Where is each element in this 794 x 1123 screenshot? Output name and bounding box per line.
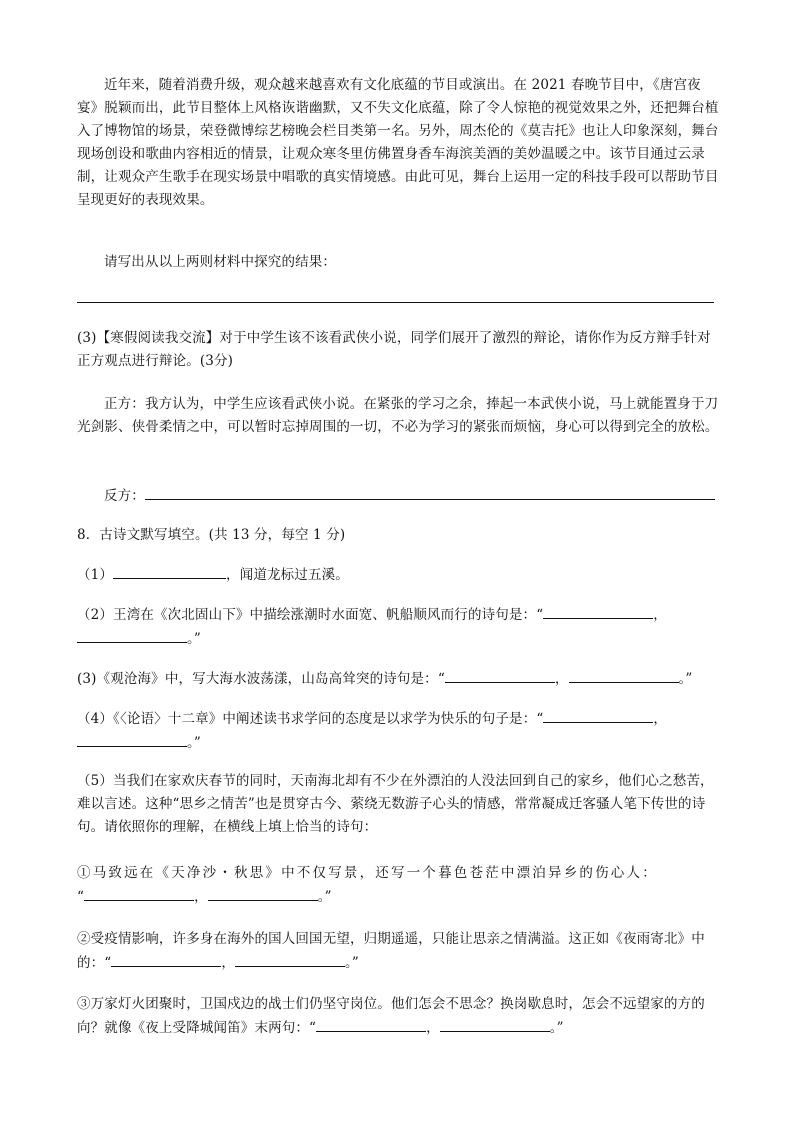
q8-heading: 8．古诗文默写填空。(共 13 分，每空 1 分) [77, 527, 346, 543]
q8-sub-2 [77, 928, 720, 975]
open-quote: “ [77, 889, 85, 905]
blank-5-1b[interactable] [208, 885, 318, 901]
comma: ， [221, 955, 236, 971]
q8-item-1 [77, 563, 720, 587]
close-quote: 。” [678, 671, 693, 687]
blank-1[interactable] [113, 563, 226, 579]
q8-sub-1 [77, 862, 720, 909]
item1-tail: ，闻道龙标过五溪。 [226, 567, 349, 583]
q8-sub-3 [77, 993, 720, 1040]
comma: ， [426, 1020, 440, 1036]
blank-2b[interactable] [77, 627, 187, 643]
comma: ， [653, 711, 668, 727]
sub2-text: ②受疫情影响，许多身在海外的国人回国无望，归期遥遥，只能让思亲之情满溢。这正如《夜雨寄北》中 [77, 931, 705, 947]
close-quote: 。” [187, 631, 201, 647]
close-quote: 。” [187, 735, 201, 751]
material-prompt: 请写出从以上两则材料中探究的结果： [104, 254, 337, 270]
comma: ， [653, 607, 667, 623]
answer-line-material[interactable] [77, 302, 714, 303]
q8-item-2 [77, 603, 720, 651]
comma: ， [554, 671, 569, 687]
material-paragraph: 近年来，随着消费升级，观众越来越喜欢有文化底蕴的节目或演出。在 2021 春晚节目中，《唐宫夜宴》脱颖而出，此节目整体上风格诙谐幽默，又不失文化底蕴，除了令人惊艳的视觉效果之外，还把舞台植入了博物馆的场景，荣登微博综艺榜晚会栏目类第一名。另外，周杰伦的《莫吉托》也让人印象深刻，舞台现场创设和歌曲内容相近的情景，让观众寒冬里仿佛置身香车海滨美酒的美妙温暖之中。该节目通过云录制，让观众产生歌手在现实场景中唱歌的真实情境感。由此可见，舞台上运用一定的科技手段可以帮助节目呈现更好的表现效果。 [77, 77, 719, 208]
q8-item-4 [77, 707, 720, 755]
close-quote: 。” [345, 955, 359, 971]
blank-4b[interactable] [77, 731, 187, 747]
comma: ， [194, 889, 208, 905]
blank-5-3b[interactable] [440, 1016, 550, 1032]
sub3-text: ③万家灯火团聚时，卫国戍边的战士们仍坚守岗位。他们怎会不思念？换岗歇息时，怎会不远望家的方的 [77, 996, 705, 1012]
blank-5-1a[interactable] [84, 885, 194, 901]
item4-text: （4）《〈论语〉十二章》中阐述读书求学问的态度是以求学为快乐的句子是：“ [77, 711, 544, 727]
sub3-lead: 向？就像《夜上受降城闻笛》末两句：“ [77, 1020, 317, 1036]
item1-num: （1） [77, 567, 114, 583]
q3-pro-argument: 正方：我方认为，中学生应该看武侠小说。在紧张的学习之余，捧起一本武侠小说，马上就能置身于刀光剑影、侠骨柔情之中，可以暂时忘掉周围的一切，不必为学习的紧张而烦恼，身心可以得到完全的放松。 [77, 396, 719, 435]
blank-2a[interactable] [543, 603, 653, 619]
blank-5-2a[interactable] [111, 951, 221, 967]
sub1-text: ①马致远在《天净沙・秋思》中不仅写景，还写一个暮色苍茫中漂泊异乡的伤心人： [77, 865, 658, 881]
answer-line-con[interactable] [145, 484, 715, 500]
blank-4a[interactable] [543, 707, 653, 723]
blank-3b[interactable] [569, 667, 679, 683]
close-quote: 。” [549, 1020, 564, 1036]
blank-3a[interactable] [445, 667, 555, 683]
item2-text: （2）王湾在《次北固山下》中描绘涨潮时水面宽、帆船顺风而行的诗句是：“ [77, 607, 544, 623]
blank-5-3a[interactable] [316, 1016, 426, 1032]
sub2-lead: 的：“ [77, 955, 112, 971]
q3-con-label: 反方： [104, 488, 145, 504]
item3-text: (3)《观沧海》中，写大海水波荡漾，山岛高耸突的诗句是：“ [77, 671, 445, 687]
q3-text: (3)【寒假阅读我交流】对于中学生该不该看武侠小说，同学们展开了激烈的辩论，请你作为反方辩手针对正方观点进行辩论。(3分) [77, 330, 711, 369]
q3-con-row [77, 484, 720, 508]
q8-item-5: （5）当我们在家欢庆春节的同时，天南海北却有不少在外漂泊的人没法回到自己的家乡，他们心之愁苦，难以言述。这种“思乡之情苦”也是贯穿古今、萦绕无数游子心头的情感，常常凝成迁客骚人笔下传世的诗句。请依照你的理解，在横线上填上恰当的诗句： [77, 773, 714, 835]
blank-5-2b[interactable] [235, 951, 345, 967]
q8-item-3 [77, 667, 720, 691]
close-quote: 。” [317, 889, 332, 905]
